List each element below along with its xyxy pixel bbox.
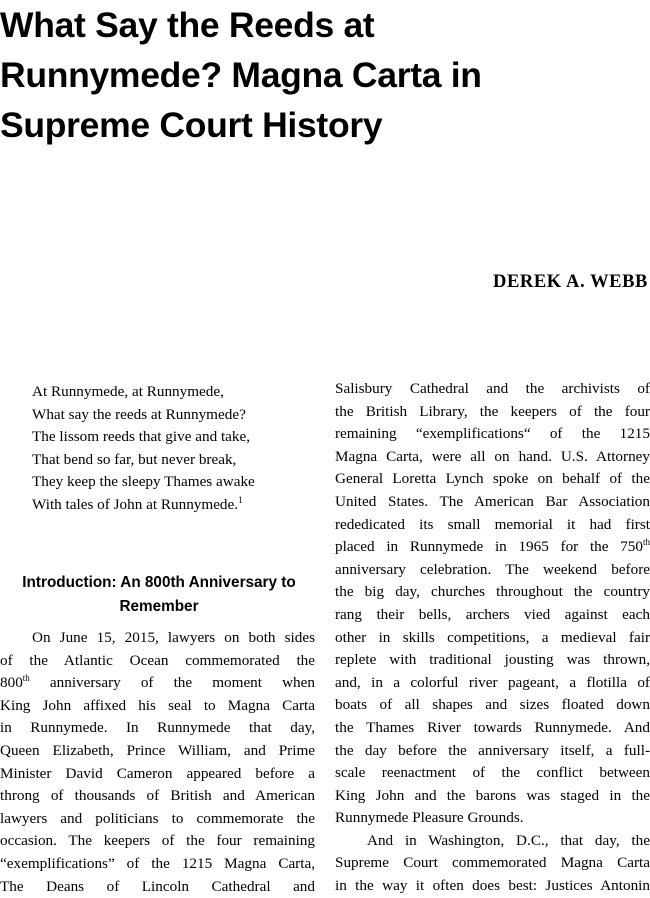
epigraph-poem	[32, 381, 255, 517]
text-line: rededicated its small memorial it had first	[335, 515, 650, 533]
text-line: in the way it often does best: Justices Antonin	[335, 877, 650, 895]
text-line: and, in a colorful river pageant, a flotilla of	[335, 673, 650, 691]
title-line: What Say the Reeds at	[0, 5, 375, 45]
text-line: Runnymede Pleasure Grounds.	[335, 809, 524, 827]
text-line: boats of all shapes and sizes floated down	[335, 696, 650, 714]
text-line: On June 15, 2015, lawyers on both sides	[32, 629, 315, 646]
footnote-marker[interactable]: 1	[238, 494, 243, 505]
text-line: King John and the barons was staged in the	[335, 786, 650, 804]
poem-line: That bend so far, but never break,	[32, 450, 237, 468]
text-line	[335, 536, 650, 559]
text-line: The Deans of Lincoln Cathedral and	[0, 877, 315, 895]
poem-line: At Runnymede, at Runnymede,	[32, 383, 224, 400]
line-text: placed in Runnymede in 1965 for the 750	[335, 538, 643, 556]
ordinal-suffix: th	[642, 537, 650, 548]
right-column-body	[335, 378, 650, 898]
poem-line: They keep the sleepy Thames awake	[32, 473, 255, 491]
text-line: Supreme Court commemorated Magna Carta	[335, 854, 650, 872]
text-line: rang their bells, archers vied against each	[335, 605, 650, 623]
text-line	[0, 672, 315, 695]
title-line: Runnymede? Magna Carta in	[0, 55, 482, 95]
text-line: the British Library, the keepers of the four	[335, 402, 650, 420]
title-line: Supreme Court History	[0, 105, 383, 145]
author-byline: DEREK A. WEBB	[493, 272, 648, 292]
line-text: anniversary of the moment when	[29, 674, 315, 692]
ordinal-number: 800	[0, 674, 23, 692]
poem-line: What say the reeds at Runnymede?	[32, 405, 246, 423]
text-line: occasion. The keepers of the four remaining	[0, 832, 315, 850]
poem-line	[32, 494, 255, 517]
text-line: of the Atlantic Ocean commemorated the	[0, 651, 315, 669]
text-line: scale reenactment of the conflict between	[335, 764, 650, 782]
article-title	[0, 0, 640, 150]
text-line: replete with traditional jousting was thrown,	[335, 651, 650, 669]
text-line: in Runnymede. In Runnymede that day,	[0, 719, 315, 737]
text-line: General Loretta Lynch spoke on behalf of the	[335, 470, 650, 488]
section-heading-line: Introduction: An 800th Anniversary to	[22, 574, 296, 591]
left-column-body	[0, 627, 315, 898]
text-line: throng of thousands of British and American	[0, 787, 315, 805]
text-line: United States. The American Bar Association	[335, 492, 650, 510]
text-line: And in Washington, D.C., that day, the	[367, 831, 650, 849]
text-line: remaining “exemplifications“ of the 1215	[335, 425, 650, 443]
text-line: other in skills competitions, a medieval fair	[335, 628, 650, 646]
text-line: “exemplifications” of the 1215 Magna Carta,	[0, 854, 315, 872]
text-line: King John affixed his seal to Magna Carta	[0, 696, 315, 714]
text-line: Minister David Cameron appeared before a	[0, 764, 315, 782]
text-line: Salisbury Cathedral and the archivists of	[335, 380, 650, 397]
text-line: anniversary celebration. The weekend before	[335, 560, 650, 578]
poem-line: The lissom reeds that give and take,	[32, 428, 251, 446]
text-line: Magna Carta, were all on hand. U.S. Attorney	[335, 447, 650, 465]
text-line: lawyers and politicians to commemorate the	[0, 809, 315, 827]
section-heading	[0, 571, 318, 619]
text-line: the Thames River towards Runnymede. And	[335, 718, 650, 736]
text-line: the big day, churches throughout the country	[335, 583, 650, 601]
ordinal-suffix: th	[22, 673, 30, 684]
text-line: Queen Elizabeth, Prince William, and Prime	[0, 741, 315, 759]
text-line: the day before the anniversary itself, a full-	[335, 741, 650, 759]
poem-line-text: With tales of John at Runnymede.	[32, 495, 239, 513]
section-heading-line: Remember	[119, 598, 199, 615]
